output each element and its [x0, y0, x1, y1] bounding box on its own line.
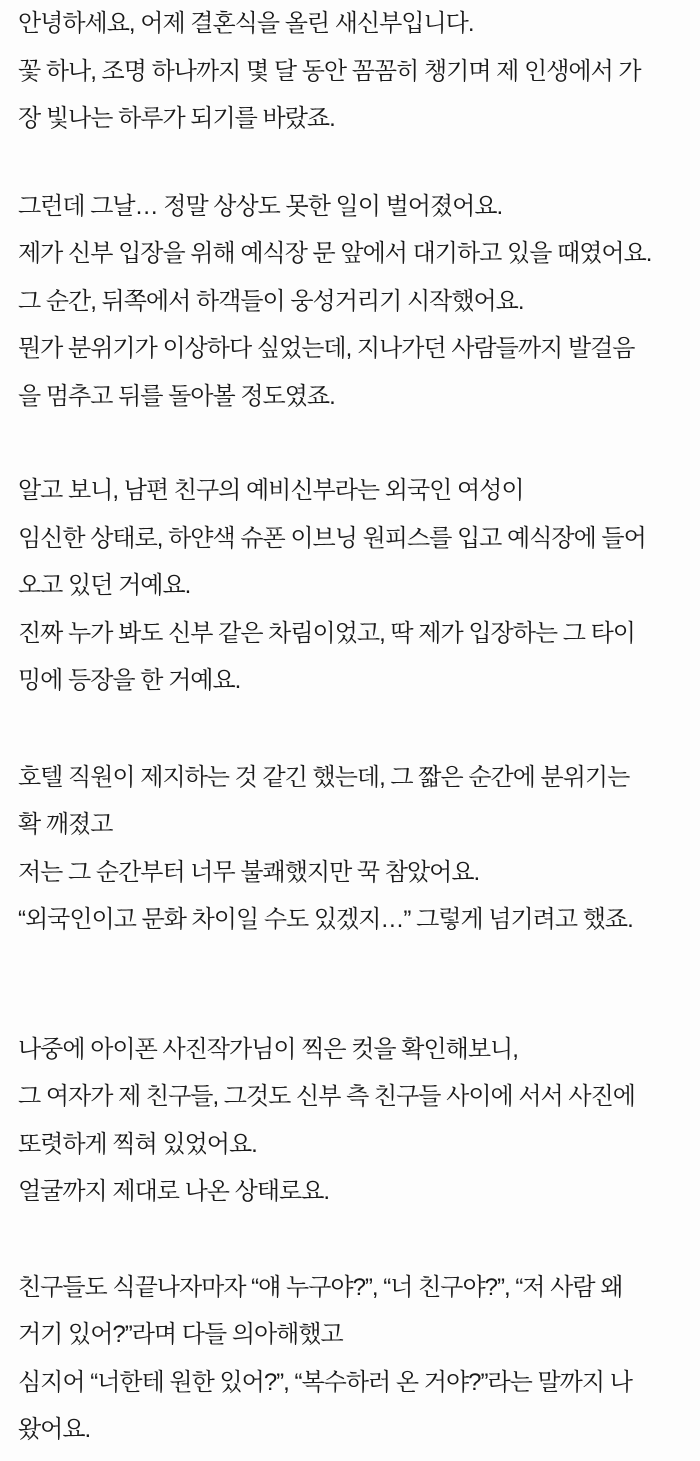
- text-line: 얼굴까지 제대로 나온 상태로요.: [18, 1178, 330, 1205]
- text-line: 또렷하게 찍혀 있었어요.: [18, 1130, 257, 1158]
- text-line: 호텔 직원이 제지하는 것 같긴 했는데, 그 짧은 순간에 분위기는: [18, 763, 630, 791]
- text-line: 뭔가 분위기가 이상하다 싶었는데, 지나가던 사람들까지 발걸음: [18, 335, 635, 362]
- paragraph: [18, 0, 682, 143]
- text-line: 진짜 누가 봐도 신부 같은 차림이었고, 딱 제가 입장하는 그 타이: [18, 619, 635, 647]
- text-line: 그 여자가 제 친구들, 그것도 신부 측 친구들 사이에 서서 사진에: [18, 1083, 635, 1110]
- text-line: 저는 그 순간부터 너무 불쾌했지만 꾹 참았어요.: [18, 858, 480, 886]
- paragraph: [18, 467, 682, 705]
- text-line: “외국인이고 문화 차이일 수도 있겠지…” 그렇게 넘기려고 했죠.: [18, 906, 633, 933]
- paragraph: [18, 183, 682, 421]
- paragraph: [18, 1264, 682, 1454]
- text-line: 알고 보니, 남편 친구의 예비신부라는 외국인 여성이: [18, 477, 524, 504]
- text-line: 임신한 상태로, 하얀색 슈폰 이브닝 원피스를 입고 예식장에 들어: [18, 524, 646, 552]
- text-line: 친구들도 식끝나자마자 “얘 누구야?”, “너 친구야?”, “저 사람 왜: [18, 1273, 623, 1301]
- text-line: 밍에 등장을 한 거예요.: [18, 667, 241, 694]
- paragraph: [18, 754, 682, 944]
- text-line: 제가 신부 입장을 위해 예식장 문 앞에서 대기하고 있을 때였어요.: [18, 240, 652, 267]
- text-line: 심지어 “너한테 원한 있어?”, “복수하러 온 거야?”라는 말까지 나: [18, 1368, 632, 1396]
- text-line: 그런데 그날… 정말 상상도 못한 일이 벌어졌어요.: [18, 192, 503, 220]
- text-line: 꽃 하나, 조명 하나까지 몇 달 동안 꼼꼼히 챙기며 제 인생에서 가: [18, 57, 641, 85]
- text-line: 왔어요.: [18, 1416, 91, 1443]
- text-line: 을 멈추고 뒤를 돌아볼 정도였죠.: [18, 382, 335, 410]
- paragraph: [18, 1026, 682, 1216]
- text-line: 그 순간, 뒤쪽에서 하객들이 웅성거리기 시작했어요.: [18, 287, 524, 315]
- text-line: 나중에 아이폰 사진작가님이 찍은 컷을 확인해보니,: [18, 1035, 518, 1063]
- text-line: 오고 있던 거예요.: [18, 572, 191, 599]
- text-line: 안녕하세요, 어제 결혼식을 올린 새신부입니다.: [18, 10, 474, 37]
- text-line: 거기 있어?”라며 다들 의아해했고: [18, 1321, 343, 1348]
- text-line: 장 빛나는 하루가 되기를 바랐죠.: [18, 105, 335, 132]
- text-line: 확 깨졌고: [18, 811, 113, 838]
